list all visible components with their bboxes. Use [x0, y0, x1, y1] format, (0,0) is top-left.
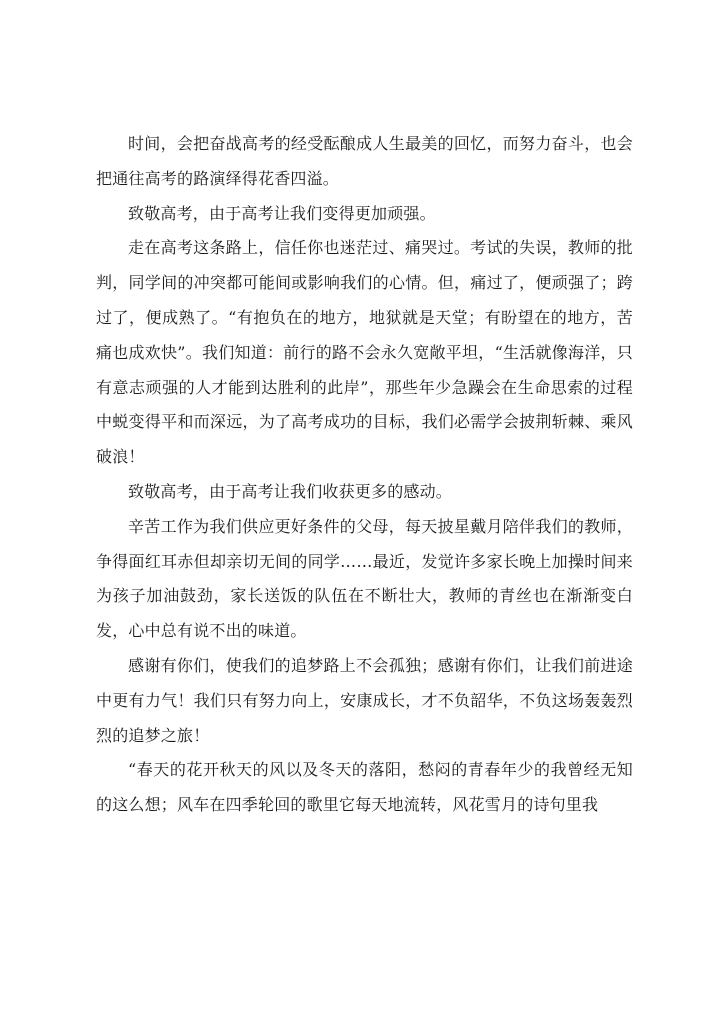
document-body [96, 127, 633, 823]
paragraph-5: 辛苦工作为我们供应更好条件的父母，每天披星戴月陪伴我们的教师，争得面红耳赤但却亲切无间的同学……最近，发觉许多家长晚上加操时间来为孩子加油鼓劲，家长送饭的队伍在不断壮大，教师的青丝也在渐渐变白发，心中总有说不出的味道。 [96, 516, 633, 641]
paragraph-3: 走在高考这条路上，信任你也迷茫过、痛哭过。考试的失误，教师的批判，同学间的冲突都可能间或影响我们的心情。但，痛过了，便顽强了；跨过了，便成熟了。“有抱负在的地方，地狱就是天堂；有盼望在的地方，苦痛也成欢快”。我们知道：前行的路不会永久宽敞平坦，“生活就像海洋，只有意志顽强的人才能到达胜利的此岸”，那些年少急躁会在生命思索的过程中蜕变得平和而深远，为了高考成功的目标，我们必需学会披荆斩棘、乘风破浪！ [96, 238, 633, 467]
paragraph-7: “春天的花开秋天的风以及冬天的落阳，愁闷的青春年少的我曾经无知的这么想；风车在四季轮回的歌里它每天地流转，风花雪月的诗句里我 [96, 760, 633, 815]
paragraph-2: 致敬高考，由于高考让我们变得更加顽强。 [128, 203, 436, 223]
paragraph-4: 致敬高考，由于高考让我们收获更多的感动。 [128, 481, 453, 501]
paragraph-1: 时间，会把奋战高考的经受酝酿成人生最美的回忆，而努力奋斗，也会把通往高考的路演绎得花香四溢。 [96, 134, 633, 188]
paragraph-6: 感谢有你们，使我们的追梦路上不会孤独；感谢有你们，让我们前进途中更有力气！我们只有努力向上，安康成长，才不负韶华，不负这场轰轰烈烈的追梦之旅！ [96, 655, 633, 745]
